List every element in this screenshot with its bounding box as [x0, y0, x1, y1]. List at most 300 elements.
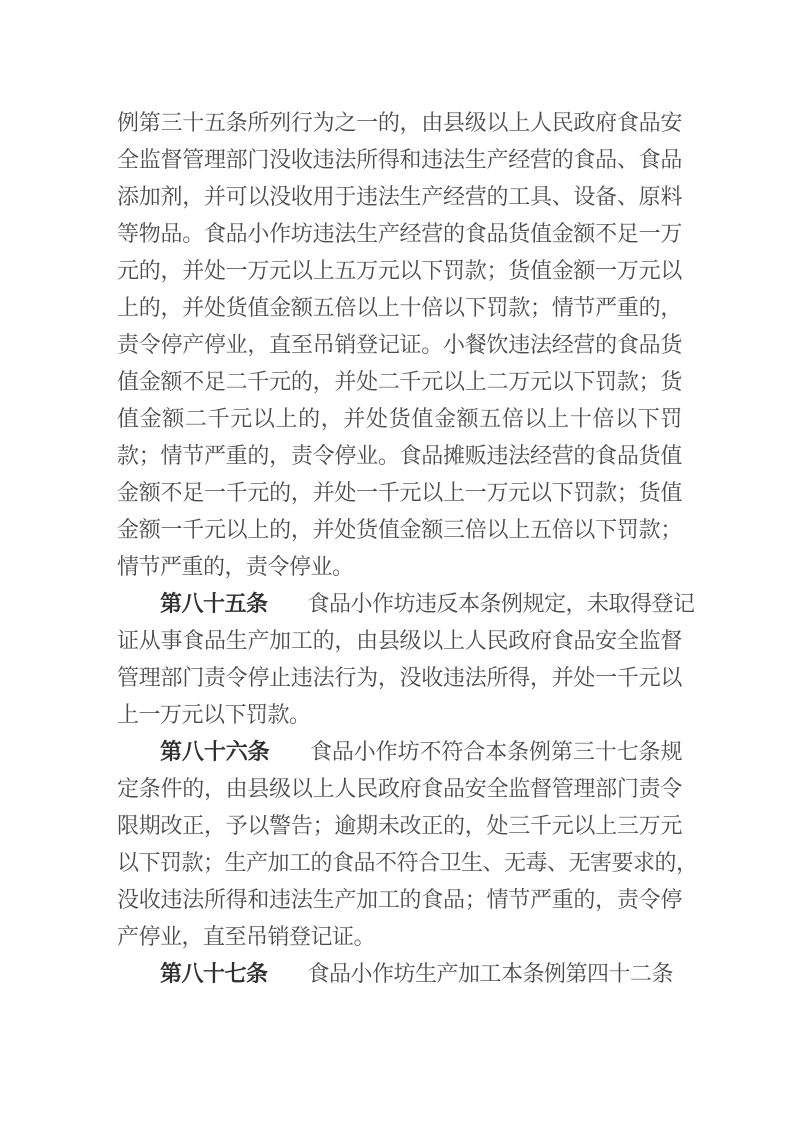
char-cell: 收 — [290, 147, 313, 172]
paragraph-line — [117, 696, 682, 733]
char-cell: 业 — [160, 924, 183, 949]
char-cell: 工 — [289, 850, 312, 875]
char-cell: 万 — [508, 369, 531, 394]
char-cell: ； — [138, 443, 161, 468]
char-cell: 元 — [638, 258, 661, 283]
article-number-char: 条 — [246, 961, 269, 986]
char-cell: 以 — [551, 369, 574, 394]
char-cell: 额 — [421, 517, 444, 542]
char-cell: 以 — [615, 406, 638, 431]
char-cell: 。 — [377, 443, 400, 468]
char-cell: 足 — [616, 221, 639, 246]
char-cell: 五 — [312, 295, 335, 320]
char-cell: 万 — [160, 702, 183, 727]
char-cell: 正 — [421, 813, 444, 838]
char-cell: 食 — [638, 147, 661, 172]
char-cell: 记 — [673, 591, 696, 616]
char-cell: 反 — [436, 591, 459, 616]
char-cell: 为 — [312, 110, 335, 135]
paragraph-line — [117, 918, 682, 955]
char-cell: 生 — [415, 961, 438, 986]
char-cell: 记 — [310, 924, 333, 949]
char-cell: 加 — [458, 961, 481, 986]
char-cell: 十 — [569, 406, 592, 431]
char-cell: 下 — [464, 295, 487, 320]
char-cell: 的 — [269, 517, 292, 542]
char-cell: 没 — [269, 184, 292, 209]
char-cell: 管 — [117, 665, 140, 690]
char-cell: 料 — [660, 184, 683, 209]
char-cell: 违 — [421, 147, 444, 172]
char-cell: 并 — [343, 406, 366, 431]
char-cell: ， — [160, 258, 183, 283]
char-cell: 令 — [267, 554, 290, 579]
char-cell: 元 — [638, 665, 661, 690]
char-cell: 处 — [366, 406, 389, 431]
char-cell: 处 — [334, 480, 357, 505]
char-cell: ， — [269, 443, 292, 468]
char-cell: 生 — [312, 887, 335, 912]
article-number-char: 十 — [203, 591, 226, 616]
char-cell: 品 — [329, 591, 352, 616]
char-cell: 一 — [595, 665, 618, 690]
char-cell: 货 — [638, 480, 661, 505]
char-cell: 法 — [290, 887, 313, 912]
char-cell: 千 — [207, 406, 230, 431]
char-cell: 例 — [117, 110, 140, 135]
char-cell: 的 — [595, 332, 618, 357]
char-cell: 罚 — [160, 850, 183, 875]
char-cell: 剂 — [160, 184, 183, 209]
char-cell: 严 — [203, 443, 226, 468]
char-cell: 节 — [508, 887, 531, 912]
char-cell: 并 — [182, 258, 205, 283]
char-cell: 备 — [595, 184, 618, 209]
char-cell: 条 — [138, 776, 161, 801]
char-cell: 元 — [377, 258, 400, 283]
char-cell: 值 — [247, 295, 270, 320]
char-cell: 经 — [443, 184, 466, 209]
char-cell: 产 — [247, 628, 270, 653]
char-cell: 上 — [508, 517, 531, 542]
char-cell: 告 — [290, 813, 313, 838]
char-cell: 的 — [138, 295, 161, 320]
char-cell: 金 — [139, 406, 162, 431]
char-cell: 由 — [225, 776, 248, 801]
char-cell: 县 — [443, 110, 466, 135]
char-cell: 三 — [508, 813, 531, 838]
char-cell: 食 — [595, 443, 618, 468]
char-cell: 的 — [290, 369, 313, 394]
char-cell: 停 — [247, 665, 270, 690]
char-cell: 严 — [529, 887, 552, 912]
char-cell: 值 — [529, 221, 552, 246]
char-cell: 千 — [529, 813, 552, 838]
char-cell: 的 — [573, 443, 596, 468]
char-cell: 款 — [595, 480, 618, 505]
char-cell: 元 — [117, 258, 140, 283]
char-cell: 吊 — [312, 332, 335, 357]
char-cell: 符 — [441, 739, 464, 764]
char-cell: 上 — [464, 369, 487, 394]
char-cell: 安 — [464, 776, 487, 801]
char-cell: 违 — [443, 665, 466, 690]
char-cell: 法 — [464, 665, 487, 690]
char-cell: 品 — [638, 332, 661, 357]
char-cell: 额 — [162, 406, 185, 431]
char-cell: 违 — [356, 184, 379, 209]
char-cell: 本 — [501, 961, 524, 986]
char-cell: 食 — [616, 332, 639, 357]
char-cell: 理 — [138, 665, 161, 690]
char-cell: 以 — [486, 517, 509, 542]
char-cell: 责 — [638, 776, 661, 801]
char-cell: 三 — [616, 813, 639, 838]
char-cell: ； — [464, 887, 487, 912]
char-cell: 三 — [572, 739, 595, 764]
char-cell: 政 — [377, 776, 400, 801]
char-cell: 府 — [595, 110, 618, 135]
char-cell: 值 — [377, 517, 400, 542]
char-cell: 重 — [181, 554, 204, 579]
char-cell: 元 — [230, 406, 253, 431]
char-cell: 。 — [182, 221, 205, 246]
char-cell: 证 — [117, 628, 140, 653]
char-cell: 上 — [547, 406, 570, 431]
article-number-char: 第 — [160, 591, 183, 616]
char-cell: 元 — [203, 517, 226, 542]
char-cell: 经 — [529, 443, 552, 468]
paragraph-line — [117, 400, 682, 437]
char-cell: 的 — [269, 480, 292, 505]
char-cell: 业 — [356, 443, 379, 468]
char-cell: 品 — [443, 887, 466, 912]
char-cell: 令 — [660, 776, 683, 801]
char-cell: 产 — [377, 221, 400, 246]
char-cell: 三 — [160, 110, 183, 135]
char-cell: 营 — [529, 147, 552, 172]
char-cell: 值 — [660, 480, 683, 505]
char-cell: 十 — [182, 110, 205, 135]
char-cell: 的 — [138, 258, 161, 283]
char-cell: ； — [638, 369, 661, 394]
char-cell: 登 — [356, 332, 379, 357]
char-cell: 条 — [638, 739, 661, 764]
char-cell: 元 — [269, 369, 292, 394]
paragraph-line — [117, 548, 682, 585]
char-cell: 责 — [117, 332, 140, 357]
char-cell: 食 — [421, 887, 444, 912]
char-cell: 直 — [203, 924, 226, 949]
char-cell: ， — [377, 665, 400, 690]
char-cell: 所 — [356, 147, 379, 172]
char-cell: 货 — [225, 295, 248, 320]
char-cell: 额 — [290, 295, 313, 320]
paragraph-line — [117, 215, 682, 252]
char-cell: 款 — [117, 443, 140, 468]
char-cell: 的 — [298, 406, 321, 431]
char-cell: 并 — [334, 369, 357, 394]
char-cell: 加 — [138, 184, 161, 209]
char-cell: 作 — [372, 591, 395, 616]
char-cell: 不 — [160, 480, 183, 505]
char-cell: 以 — [660, 665, 683, 690]
char-cell: 元 — [508, 480, 531, 505]
char-cell: 以 — [247, 813, 270, 838]
char-cell: 餐 — [464, 332, 487, 357]
char-cell: 的 — [443, 221, 466, 246]
char-cell: 法 — [312, 665, 335, 690]
char-cell: 县 — [247, 776, 270, 801]
char-cell: 重 — [616, 295, 639, 320]
char-cell: 金 — [551, 258, 574, 283]
char-cell: 产 — [334, 887, 357, 912]
char-cell: 卫 — [439, 850, 462, 875]
paragraph-line — [117, 622, 682, 659]
char-cell: 责 — [246, 554, 269, 579]
char-cell: 。 — [289, 702, 312, 727]
article-number-char: 六 — [225, 739, 248, 764]
char-cell: 上 — [312, 776, 335, 801]
char-cell: 以 — [117, 850, 140, 875]
char-cell: ， — [320, 406, 343, 431]
char-cell: 产 — [421, 184, 444, 209]
article-number-char: 七 — [224, 961, 247, 986]
char-cell: 品 — [486, 221, 509, 246]
char-cell: 五 — [479, 406, 502, 431]
char-cell: 上 — [312, 258, 335, 283]
char-cell: 上 — [377, 295, 400, 320]
char-cell: 一 — [595, 258, 618, 283]
char-cell: 毒 — [525, 850, 548, 875]
char-cell: 证 — [332, 924, 355, 949]
char-cell: 法 — [377, 184, 400, 209]
char-cell: 可 — [225, 184, 248, 209]
char-cell: 级 — [464, 110, 487, 135]
char-cell: 元 — [529, 369, 552, 394]
char-cell: 品 — [421, 443, 444, 468]
char-cell: 违 — [312, 221, 335, 246]
char-cell: 以 — [529, 480, 552, 505]
char-cell: 停 — [138, 924, 161, 949]
char-cell: 工 — [479, 961, 502, 986]
char-cell: 处 — [486, 813, 509, 838]
char-cell: 产 — [246, 850, 269, 875]
char-cell: 督 — [529, 776, 552, 801]
char-cell: 重 — [551, 887, 574, 912]
char-cell: 一 — [638, 221, 661, 246]
char-cell: 至 — [290, 332, 313, 357]
char-cell: 上 — [117, 295, 140, 320]
char-cell: 级 — [399, 628, 422, 653]
char-cell: 营 — [464, 184, 487, 209]
char-cell: 行 — [290, 110, 313, 135]
char-cell: 、 — [551, 184, 574, 209]
char-cell: 额 — [160, 369, 183, 394]
char-cell: 货 — [638, 443, 661, 468]
char-cell: 上 — [508, 110, 531, 135]
char-cell: 添 — [117, 184, 140, 209]
char-cell: 元 — [551, 813, 574, 838]
char-cell: 款 — [616, 369, 639, 394]
char-cell: 从 — [138, 628, 161, 653]
paragraph-line — [117, 178, 682, 215]
char-cell: 管 — [182, 147, 205, 172]
char-cell: 令 — [312, 443, 335, 468]
char-cell: 食 — [307, 961, 330, 986]
char-cell: 十 — [399, 295, 422, 320]
char-cell: 的 — [310, 850, 333, 875]
char-cell: 食 — [332, 850, 355, 875]
char-cell: 理 — [203, 147, 226, 172]
char-cell: 食 — [399, 443, 422, 468]
char-cell: 止 — [269, 665, 292, 690]
char-cell: 未 — [587, 591, 610, 616]
char-cell: 记 — [377, 332, 400, 357]
char-cell: 监 — [638, 628, 661, 653]
article-number-char: 八 — [181, 591, 204, 616]
char-cell: 直 — [269, 332, 292, 357]
char-cell: 二 — [225, 369, 248, 394]
char-cell: 生 — [356, 221, 379, 246]
char-cell: 责 — [203, 665, 226, 690]
char-cell: 未 — [377, 813, 400, 838]
char-cell: ； — [660, 517, 683, 542]
char-cell: 不 — [375, 850, 398, 875]
char-cell: 工 — [290, 628, 313, 653]
char-cell: 以 — [356, 295, 379, 320]
char-cell: 货 — [508, 258, 531, 283]
char-cell: 令 — [138, 332, 161, 357]
char-cell: 处 — [203, 295, 226, 320]
char-cell: 产 — [486, 147, 509, 172]
char-cell: 金 — [399, 517, 422, 542]
char-cell: 作 — [269, 221, 292, 246]
char-cell: 得 — [225, 887, 248, 912]
char-cell: ， — [181, 924, 204, 949]
char-cell: 倍 — [334, 295, 357, 320]
char-cell: ， — [247, 332, 270, 357]
char-cell: 监 — [138, 147, 161, 172]
char-cell: 不 — [419, 739, 442, 764]
char-cell: 以 — [421, 628, 444, 653]
article-number-char: 八 — [181, 739, 204, 764]
char-cell: 罚 — [595, 369, 618, 394]
char-cell: 停 — [660, 887, 683, 912]
char-cell: 改 — [399, 813, 422, 838]
char-cell: 二 — [630, 961, 653, 986]
char-cell: 上 — [443, 628, 466, 653]
char-cell: 责 — [616, 887, 639, 912]
char-cell: 食 — [203, 221, 226, 246]
char-cell: 规 — [660, 739, 683, 764]
char-cell: 货 — [660, 332, 683, 357]
char-cell: 值 — [660, 443, 683, 468]
char-cell: 以 — [524, 406, 547, 431]
char-cell: 得 — [377, 147, 400, 172]
char-cell: 人 — [529, 110, 552, 135]
paragraph-line — [117, 104, 682, 141]
char-cell: 登 — [651, 591, 674, 616]
char-cell: 货 — [388, 406, 411, 431]
char-cell: 行 — [334, 665, 357, 690]
char-cell: 品 — [660, 147, 683, 172]
char-cell: 一 — [203, 480, 226, 505]
char-cell: 。 — [332, 554, 355, 579]
char-cell: 登 — [289, 924, 312, 949]
article-heading-line — [117, 585, 696, 622]
char-cell: 的 — [247, 443, 270, 468]
article-heading-line — [117, 955, 682, 992]
paragraph-line — [117, 659, 682, 696]
char-cell: 品 — [573, 628, 596, 653]
char-cell: 合 — [418, 850, 441, 875]
char-cell: 第 — [550, 739, 573, 764]
char-cell: 条 — [507, 739, 530, 764]
char-cell: 的 — [312, 628, 335, 653]
char-cell: 万 — [247, 258, 270, 283]
char-cell: 产 — [117, 924, 140, 949]
char-cell: 款 — [508, 295, 531, 320]
char-cell: 货 — [356, 517, 379, 542]
char-cell: 督 — [660, 628, 683, 653]
char-cell: 处 — [203, 258, 226, 283]
char-cell: 额 — [573, 258, 596, 283]
char-cell: 例 — [501, 591, 524, 616]
char-cell: 门 — [616, 776, 639, 801]
char-cell: 并 — [312, 480, 335, 505]
char-cell: 加 — [267, 850, 290, 875]
char-cell: 政 — [508, 628, 531, 653]
char-cell: 门 — [247, 147, 270, 172]
char-cell: 违 — [508, 332, 531, 357]
char-cell: 没 — [399, 665, 422, 690]
char-cell: 所 — [203, 887, 226, 912]
char-cell: 以 — [660, 258, 683, 283]
char-cell: 条 — [479, 591, 502, 616]
char-cell: 经 — [551, 332, 574, 357]
paragraph-line — [117, 511, 682, 548]
char-cell: 管 — [551, 776, 574, 801]
char-cell: 予 — [225, 813, 248, 838]
char-cell: 上 — [275, 406, 298, 431]
char-cell: 安 — [660, 110, 683, 135]
char-cell: 小 — [350, 591, 373, 616]
char-cell: 例 — [544, 961, 567, 986]
article-number-char: 十 — [203, 961, 226, 986]
char-cell: 五 — [203, 110, 226, 135]
char-cell: 要 — [611, 850, 634, 875]
text-block — [117, 104, 699, 992]
char-cell: 经 — [508, 147, 531, 172]
char-cell: 食 — [182, 628, 205, 653]
char-cell: 上 — [117, 702, 140, 727]
article-number-char: 五 — [224, 591, 247, 616]
char-cell: 贩 — [464, 443, 487, 468]
char-cell: 品 — [225, 221, 248, 246]
char-cell: 千 — [225, 480, 248, 505]
char-cell: 、 — [616, 147, 639, 172]
char-cell: 食 — [551, 628, 574, 653]
char-cell: 作 — [375, 739, 398, 764]
char-cell: 万 — [638, 813, 661, 838]
char-cell: 坊 — [393, 591, 416, 616]
char-cell: 本 — [485, 739, 508, 764]
char-cell: 第 — [565, 961, 588, 986]
char-cell: 督 — [160, 147, 183, 172]
char-cell: 金 — [269, 295, 292, 320]
char-cell: 警 — [269, 813, 292, 838]
